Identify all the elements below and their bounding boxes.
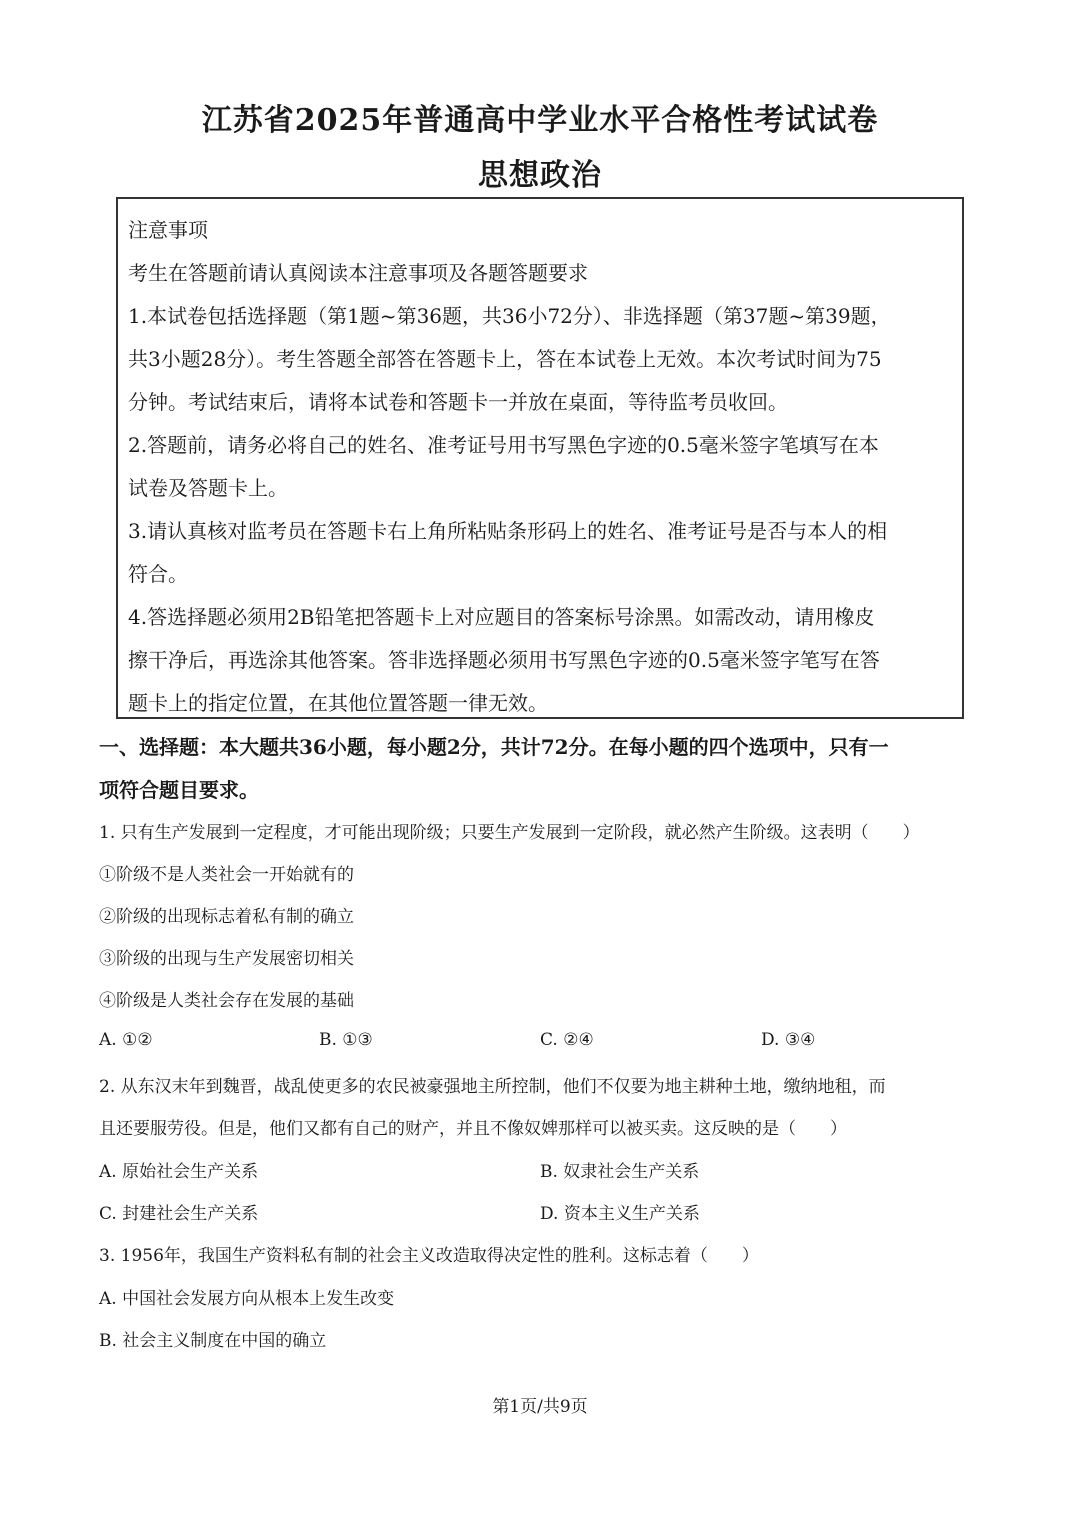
question-1-item: ④阶级是人类社会存在发展的基础 <box>99 991 354 1011</box>
notice-line: 分钟。考试结束后，请将本试卷和答题卡一并放在桌面，等待监考员收回。 <box>128 390 788 414</box>
question-2-stem: 2. 从东汉末年到魏晋，战乱使更多的农民被豪强地主所控制，他们不仅要为地主耕种土地，缴纳地租，而 <box>99 1077 886 1097</box>
question-1-option-d: D. ③④ <box>761 1030 816 1050</box>
question-2-option-a: A. 原始社会生产关系 <box>99 1162 259 1182</box>
notice-intro: 考生在答题前请认真阅读本注意事项及各题答题要求 <box>128 261 588 285</box>
notice-line: 符合。 <box>128 562 188 586</box>
notice-line: 3.请认真核对监考员在答题卡右上角所粘贴条形码上的姓名、准考证号是否与本人的相 <box>128 519 888 543</box>
notice-line: 2.答题前，请务必将自己的姓名、准考证号用书写黑色字迹的0.5毫米签字笔填写在本 <box>128 433 879 457</box>
question-2-stem-cont: 且还要服劳役。但是，他们又都有自己的财产，并且不像奴婢那样可以被买卖。这反映的是（ ） <box>99 1119 847 1139</box>
question-1-item: ①阶级不是人类社会一开始就有的 <box>99 865 354 885</box>
question-1-item: ②阶级的出现标志着私有制的确立 <box>99 907 354 927</box>
question-3-option-a: A. 中国社会发展方向从根本上发生改变 <box>99 1289 395 1309</box>
question-3-stem: 3. 1956年，我国生产资料私有制的社会主义改造取得决定性的胜利。这标志着（ ） <box>99 1246 759 1266</box>
question-3-option-b: B. 社会主义制度在中国的确立 <box>99 1331 327 1351</box>
notice-line: 1.本试卷包括选择题（第1题~第36题，共36小72分）、非选择题（第37题~第39题， <box>128 304 891 328</box>
question-1-item: ③阶级的出现与生产发展密切相关 <box>99 949 354 969</box>
question-2-option-d: D. 资本主义生产关系 <box>540 1204 700 1224</box>
question-2-option-b: B. 奴隶社会生产关系 <box>540 1162 700 1182</box>
page-number: 第1页/共9页 <box>492 1397 588 1417</box>
question-1-option-a: A. ①② <box>99 1030 153 1050</box>
section-heading-cont: 项符合题目要求。 <box>99 778 259 802</box>
section-heading: 一、选择题：本大题共36小题，每小题2分，共计72分。在每小题的四个选项中，只有一 <box>99 735 889 759</box>
exam-subject: 思想政治 <box>478 158 602 193</box>
notice-line: 4.答选择题必须用2B铅笔把答题卡上对应题目的答案标号涂黑。如需改动，请用橡皮 <box>128 605 875 629</box>
notice-line: 擦干净后，再选涂其他答案。答非选择题必须用书写黑色字迹的0.5毫米签字笔写在答 <box>128 648 880 672</box>
notice-line: 题卡上的指定位置，在其他位置答题一律无效。 <box>128 691 548 715</box>
question-1-option-c: C. ②④ <box>540 1030 594 1050</box>
notice-heading: 注意事项 <box>128 218 208 242</box>
notice-box <box>116 197 964 719</box>
exam-title: 江苏省2025年普通高中学业水平合格性考试试卷 <box>201 103 879 138</box>
notice-line: 共3小题28分）。考生答题全部答在答题卡上，答在本试卷上无效。本次考试时间为75 <box>128 347 882 371</box>
question-1-option-b: B. ①③ <box>319 1030 373 1050</box>
question-1-stem: 1. 只有生产发展到一定程度，才可能出现阶级；只要生产发展到一定阶段，就必然产生阶级。这表明（ ） <box>99 823 920 843</box>
notice-line: 试卷及答题卡上。 <box>128 476 288 500</box>
question-2-option-c: C. 封建社会生产关系 <box>99 1204 259 1224</box>
